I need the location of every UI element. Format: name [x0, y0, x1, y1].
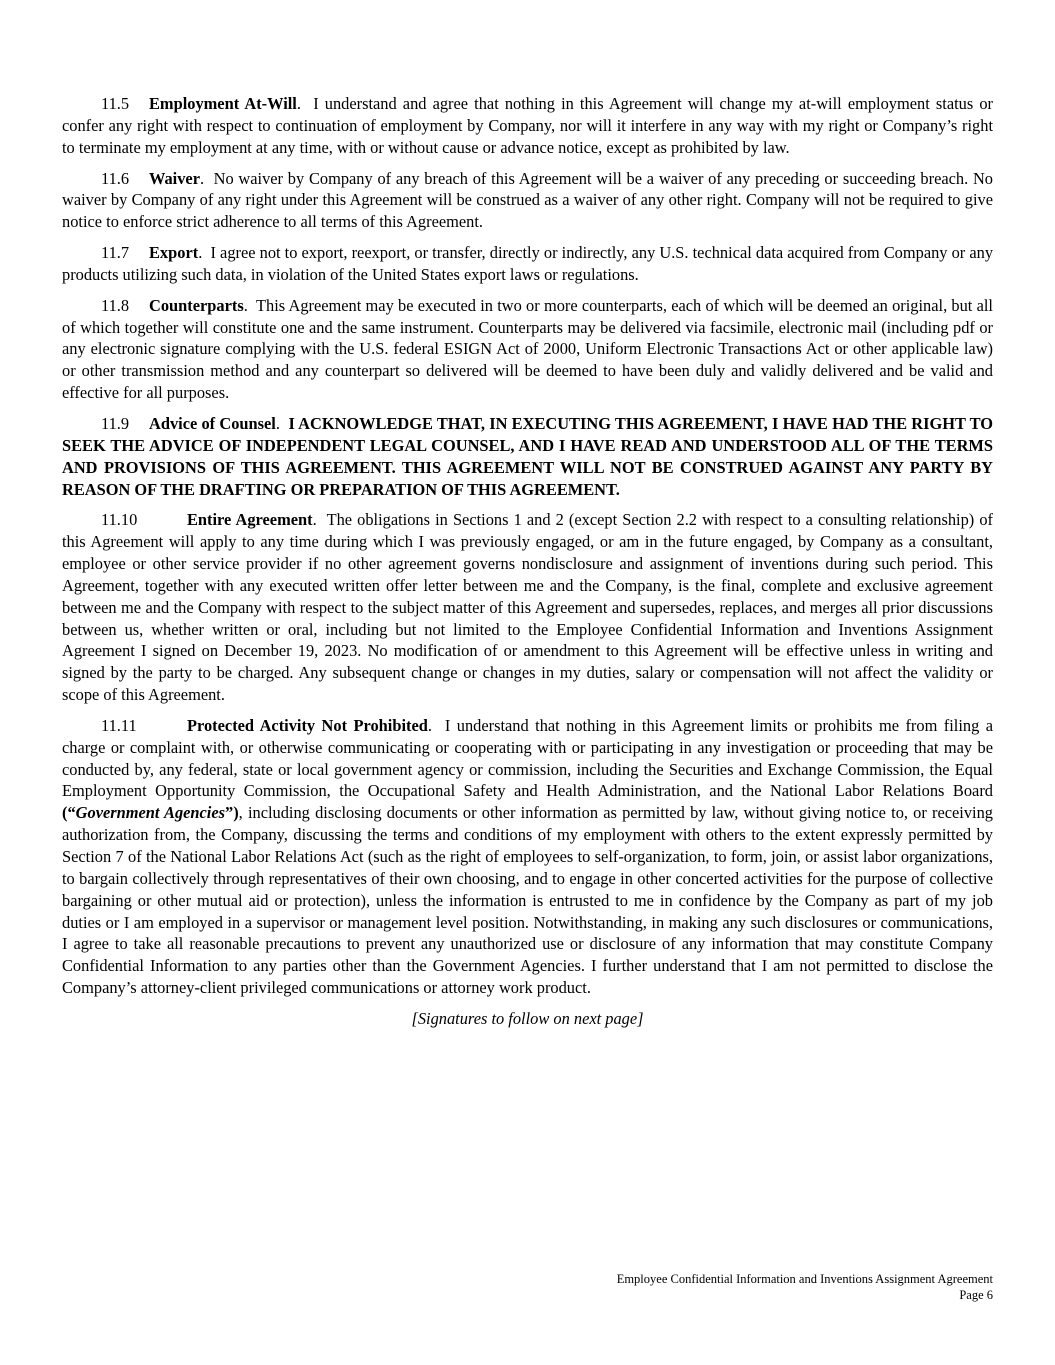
section-number: 11.7	[101, 243, 130, 263]
document-body	[62, 93, 993, 1046]
section-heading: Protected Activity Not Prohibited	[187, 715, 428, 735]
section-heading: Employment At-Will	[149, 94, 297, 113]
section-11-9: 11.9 Advice of Counsel. I ACKNOWLEDGE THAT, IN EXECUTING THIS AGREEMENT, I HAVE HAD THE RIGHT TO SEEK THE ADVICE OF INDEPENDENT LEGAL COUNSEL, AND I HAVE READ AND UNDERSTOOD ALL OF THE TERMS AND PROVISIONS OF THIS AGREEMENT. THIS AGREEMENT WILL NOT BE CONSTRUED AGAINST ANY PARTY BY REASON OF THE DRAFTING OR PREPARATION OF THIS AGREEMENT.	[62, 413, 993, 499]
section-11-7: 11.7 Export. I agree not to export, reexport, or transfer, directly or indirectly, any U.S. technical data acquired from Company or any products utilizing such data, in violation of the United States export laws or regulations.	[62, 243, 994, 284]
section-body: This Agreement may be executed in two or more counterparts, each of which will be deemed an original, but all of which together will constitute one and the same instrument. Counterparts may be delivered via facsimile, electronic mail (including pdf or any electronic signature complying with the U.S. federal ESIGN Act of 2000, Uniform Electronic Transactions Act or other applicable law) or other transmission method and any counterpart so delivered will be deemed to have been duly and validly delivered and be valid and effective for all purposes.	[62, 295, 993, 403]
section-body-part2: , including disclosing documents or other information as permitted by law, without giving notice to, or receiving authorization from, the Company, discussing the terms and conditions of my employment with others to the extent expressly permitted by Section 7 of the National Labor Relations Act (such as the right of employees to self-organization, to form, join, or assist labor organizations, to bargain collectively through representatives of their own choosing, and to engage in other concerted activities for the purpose of collective bargaining or other mutual aid or protection), unless the information is entrusted to me in confidence by the Company as part of my job duties or I am employed in a supervisor or management level position. Notwithstanding, in making any such disclosures or communications, I agree to take all reasonable precautions to prevent any unauthorized use or disclosure of any information that may constitute Company Confidential Information to any parties other than the Government Agencies. I further understand that I am not permitted to disclose the Company’s attorney-client privileged communications or attorney work product.	[62, 803, 993, 998]
section-body: No waiver by Company of any breach of this Agreement will be a waiver of any preceding or succeeding breach. No waiver by Company of any right under this Agreement will be construed as a waiver of any other right. Company will not be required to give notice to enforce strict adherence to all terms of this Agreement.	[62, 168, 993, 232]
section-heading: Counterparts	[149, 295, 244, 315]
defined-term-open: (“	[62, 803, 76, 823]
section-heading: Export	[149, 243, 199, 263]
section-body: I understand and agree that nothing in this Agreement will change my at-will employment status or confer any right with respect to continuation of employment by Company, nor will it interfere in any way with my right or Company’s right to terminate my employment at any time, with or without cause or advance notice, except as prohibited by law.	[62, 94, 993, 157]
defined-term-close: ”)	[225, 803, 239, 823]
section-11-6: 11.6 Waiver. No waiver by Company of any breach of this Agreement will be a waiver of any preceding or succeeding breach. No waiver by Company of any right under this Agreement will be construed as a waiver of any other right. Company will not be required to give notice to enforce strict adherence to all terms of this Agreement.	[62, 168, 993, 232]
section-number: 11.11	[101, 715, 137, 735]
defined-term-text: Government Agencies	[75, 803, 226, 823]
section-heading: Advice of Counsel	[149, 413, 276, 433]
section-body: The obligations in Sections 1 and 2 (except Section 2.2 with respect to a consulting relationship) of this Agreement will apply to any time during which I was previously engaged, or am in the future engaged, by Company as a consultant, employee or other service provider if no other agreement governs nondisclosure and assignment of inventions during such period. This Agreement, together with any executed written offer letter between me and the Company, is the final, complete and exclusive agreement between me and the Company with respect to the subject matter of this Agreement and supersedes, replaces, and merges all prior discussions between us, whether written or oral, including but not limited to the Employee Confidential Information and Inventions Assignment Agreement I signed on December 19, 2023. No modification of or amendment to this Agreement will be effective unless in writing and signed by the party to be charged. Any subsequent change or changes in my duties, salary or compensation will not affect the validity or scope of this Agreement.	[62, 510, 994, 705]
section-number: 11.5	[101, 94, 130, 113]
section-heading: Waiver	[149, 168, 200, 188]
defined-term	[62, 803, 239, 822]
section-body-part1: I understand that nothing in this Agreement limits or prohibits me from filing a charge or complaint with, or otherwise communicating or cooperating with or participating in any investigation or proceeding that may be conducted by, any federal, state or local government agency or commission, including the Securities and Exchange Commission, the Equal Employment Opportunity Commission, the Occupational Safety and Health Administration, and the National Labor Relations Board	[62, 715, 994, 801]
section-number: 11.10	[101, 510, 138, 530]
section-11-5: 11.5 Employment At-Will. I understand and agree that nothing in this Agreement will change my at-will employment status or confer any right with respect to continuation of employment by Company, nor will it interfere in any way with my right or Company’s right to terminate my employment at any time, with or without cause or advance notice, except as prohibited by law.	[62, 94, 993, 157]
section-11-10: 11.10 Entire Agreement. The obligations in Sections 1 and 2 (except Section 2.2 with respect to a consulting relationship) of this Agreement will apply to any time during which I was previously engaged, or am in the future engaged, by Company as a consultant, employee or other service provider if no other agreement governs nondisclosure and assignment of inventions during such period. This Agreement, together with any executed written offer letter between me and the Company, is the final, complete and exclusive agreement between me and the Company with respect to the subject matter of this Agreement and supersedes, replaces, and merges all prior discussions between us, whether written or oral, including but not limited to the Employee Confidential Information and Inventions Assignment Agreement I signed on December 19, 2023. No modification of or amendment to this Agreement will be effective unless in writing and signed by the party to be charged. Any subsequent change or changes in my duties, salary or compensation will not affect the validity or scope of this Agreement.	[62, 510, 994, 705]
footer-title: Employee Confidential Information and Inventions Assignment Agreement	[616, 1272, 993, 1286]
section-number: 11.6	[101, 168, 130, 188]
page-footer	[617, 1271, 993, 1303]
section-number: 11.9	[101, 413, 130, 433]
section-body: I ACKNOWLEDGE THAT, IN EXECUTING THIS AGREEMENT, I HAVE HAD THE RIGHT TO SEEK THE ADVICE OF INDEPENDENT LEGAL COUNSEL, AND I HAVE READ AND UNDERSTOOD ALL OF THE TERMS AND PROVISIONS OF THIS AGREEMENT. THIS AGREEMENT WILL NOT BE CONSTRUED AGAINST ANY PARTY BY REASON OF THE DRAFTING OR PREPARATION OF THIS AGREEMENT.	[62, 413, 993, 499]
signature-note: [Signatures to follow on next page]	[411, 1008, 644, 1028]
section-heading: Entire Agreement	[187, 510, 313, 530]
footer-page-number: Page 6	[959, 1288, 993, 1302]
section-number: 11.8	[101, 295, 130, 315]
section-11-8: 11.8 Counterparts. This Agreement may be executed in two or more counterparts, each of which will be deemed an original, but all of which together will constitute one and the same instrument. Counterparts may be delivered via facsimile, electronic mail (including pdf or any electronic signature complying with the U.S. federal ESIGN Act of 2000, Uniform Electronic Transactions Act or other applicable law) or other transmission method and any counterpart so delivered will be deemed to have been duly and validly delivered and be valid and effective for all purposes.	[62, 295, 993, 403]
section-body: I agree not to export, reexport, or transfer, directly or indirectly, any U.S. technical data acquired from Company or any products utilizing such data, in violation of the United States export laws or regulations.	[62, 243, 994, 284]
section-11-11: 11.11 Protected Activity Not Prohibited. I understand that nothing in this Agreement limits or prohibits me from filing a charge or complaint with, or otherwise communicating or cooperating with or participating in any investigation or proceeding that may be conducted by, any federal, state or local government agency or commission, including the Securities and Exchange Commission, the Equal Employment Opportunity Commission, the Occupational Safety and Health Administration, and the National Labor Relations Board (“Government Agencies”), including disclosing documents or other information as permitted by law, without giving notice to, or receiving authorization from, the Company, discussing the terms and conditions of my employment with others to the extent expressly permitted by Section 7 of the National Labor Relations Act (such as the right of employees to self-organization, to form, join, or assist labor organizations, to bargain collectively through representatives of their own choosing, and to engage in other concerted activities for the purpose of collective bargaining or other mutual aid or protection), unless the information is entrusted to me in confidence by the Company as part of my job duties or I am employed in a supervisor or management level position. Notwithstanding, in making any such disclosures or communications, I agree to take all reasonable precautions to prevent any unauthorized use or disclosure of any information that may constitute Company Confidential Information to any parties other than the Government Agencies. I further understand that I am not permitted to disclose the Company’s attorney-client privileged communications or attorney work product.	[62, 715, 994, 998]
